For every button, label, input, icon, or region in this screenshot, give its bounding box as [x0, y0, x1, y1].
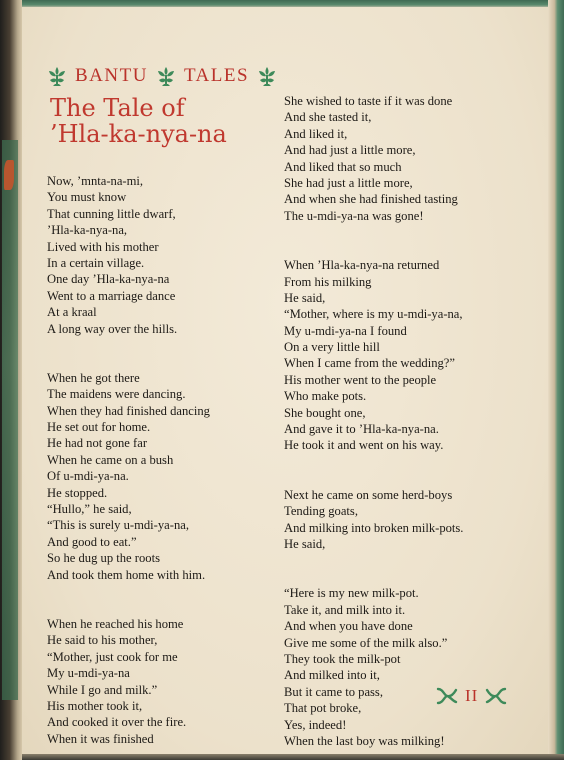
left-column-verse-line: And took them home with him. [47, 567, 206, 582]
right-column-verse-line: And gave it to ’Hla-ka-nya-na. [284, 422, 439, 437]
right-column-verse-line: “Mother, where is my u-mdi-ya-na, [284, 307, 463, 322]
right-column-verse-line: He said, [284, 536, 326, 551]
right-column-verse-line: Tending goats, [284, 504, 358, 519]
right-column-verse-line: My u-mdi-ya-na I found [284, 323, 407, 338]
left-column-verse-line: So he dug up the roots [47, 551, 160, 566]
right-column-verse-line: When I came from the wedding?” [284, 356, 455, 371]
spine-decoration [2, 140, 18, 700]
stanza-break [284, 454, 463, 487]
story-title-line-2: ’Hla-ka-nya-na [50, 120, 227, 148]
left-column-verse-line: Went to a marriage dance [47, 288, 176, 303]
left-column-verse-line: When he reached his home [47, 616, 184, 631]
right-column-verse-line: She bought one, [284, 405, 366, 420]
right-column-verse-line: And milked into it, [284, 668, 380, 683]
right-column-verse-line: “Here is my new milk-pot. [284, 586, 419, 601]
left-column-verse-line: He set out for home. [47, 420, 151, 435]
left-column-verse-line: A long way over the hills. [47, 321, 178, 336]
header-word-bantu: BANTU [75, 65, 148, 86]
page-number: II [465, 686, 479, 705]
fleuron-icon [45, 64, 69, 88]
vine-ornament-icon [435, 686, 459, 706]
story-title-line-1: The Tale of [50, 94, 185, 122]
right-column-verse-line: The u-mdi-ya-na was gone! [284, 208, 424, 223]
left-column-verse-line: One day ’Hla-ka-nya-na [47, 272, 170, 287]
right-column-verse-line: She had just a little more, [284, 175, 413, 190]
cover-top-edge [22, 0, 564, 7]
right-column-verse-line: But it came to pass, [284, 684, 383, 699]
left-column-verse-line: And cooked it over the fire. [47, 715, 187, 730]
left-column-verse-line: The maidens were dancing. [47, 387, 186, 402]
cover-right-edge [548, 0, 564, 760]
left-column-verse-line: You must know [47, 190, 127, 205]
right-column-verse-line: When ’Hla-ka-nya-na returned [284, 258, 440, 273]
spine-flower-decoration [4, 160, 14, 190]
vine-ornament-icon [484, 686, 508, 706]
right-column-verse-line: On a very little hill [284, 340, 380, 355]
right-column-verse-line: And when she had finished tasting [284, 192, 458, 207]
left-column-verse-line: My u-mdi-ya-na [47, 666, 130, 681]
left-column-verse-line: At a kraal [47, 305, 97, 320]
right-column-verse-line: Take it, and milk into it. [284, 602, 406, 617]
book-page [22, 7, 548, 754]
left-column-verse-line: While I go and milk.” [47, 682, 158, 697]
left-column-verse-line: That cunning little dwarf, [47, 206, 176, 221]
right-column-verse-line: When the last boy was milking! [284, 733, 445, 748]
left-column-verse-line: He had not gone far [47, 436, 148, 451]
left-column-verse-line: “This is surely u-mdi-ya-na, [47, 518, 189, 533]
right-column-verse-line: They took the milk-pot [284, 651, 401, 666]
left-column-verse-line: Of u-mdi-ya-na. [47, 469, 129, 484]
left-column-verse-line: When it was finished [47, 731, 154, 746]
stanza-break [284, 552, 463, 585]
story-title [50, 95, 270, 147]
right-column-verse-line: Who make pots. [284, 389, 367, 404]
left-column-verse-line: Now, ’mnta-na-mi, [47, 174, 144, 188]
fleuron-icon [154, 64, 178, 88]
stanza-break [47, 337, 210, 370]
left-column-verse-line: He said to his mother, [47, 633, 158, 648]
fleuron-icon [255, 64, 279, 88]
right-column-verse-line: He said, [284, 290, 326, 305]
stanza-break [284, 224, 463, 257]
right-column-verse-line: Yes, indeed! [284, 717, 347, 732]
page-folio [435, 686, 508, 706]
left-column-verse-line: And good to eat.” [47, 534, 137, 549]
right-column-verse-line: That pot broke, [284, 701, 362, 716]
left-column-verse-line: “Mother, just cook for me [47, 649, 178, 664]
left-column-verse-line: In a certain village. [47, 255, 145, 270]
right-column-verse-line: And had just a little more, [284, 143, 416, 158]
running-header [45, 61, 279, 91]
right-column-verse-line: And liked it, [284, 126, 348, 141]
left-column-verse-line: He stopped. [47, 485, 108, 500]
right-column-verse-line: Give me some of the milk also.” [284, 635, 448, 650]
right-column-verse-line: His mother went to the people [284, 372, 437, 387]
right-column-verse-line: From his milking [284, 274, 372, 289]
stanza-break [47, 583, 210, 616]
left-column-verse-line: When he got there [47, 370, 140, 385]
right-column-verse-line: Next he came on some herd-boys [284, 487, 453, 502]
left-column-verse-line: When they had finished dancing [47, 403, 210, 418]
right-text-column [284, 93, 463, 749]
right-column-verse-line: And when you have done [284, 619, 413, 634]
right-column-verse-line: And she tasted it, [284, 110, 372, 125]
left-column-verse-line: Lived with his mother [47, 239, 159, 254]
right-column-verse-line: She wished to taste if it was done [284, 94, 453, 108]
header-word-tales: TALES [183, 65, 250, 86]
left-text-column [47, 173, 210, 747]
left-column-verse-line: When he came on a bush [47, 452, 174, 467]
right-column-verse-line: And liked that so much [284, 159, 402, 174]
left-column-verse-line: His mother took it, [47, 698, 143, 713]
cover-bottom-edge [22, 754, 564, 760]
left-column-verse-line: ’Hla-ka-nya-na, [47, 223, 128, 238]
right-column-verse-line: He took it and went on his way. [284, 438, 444, 453]
left-column-verse-line: “Hullo,” he said, [47, 502, 132, 517]
right-column-verse-line: And milking into broken milk-pots. [284, 520, 464, 535]
